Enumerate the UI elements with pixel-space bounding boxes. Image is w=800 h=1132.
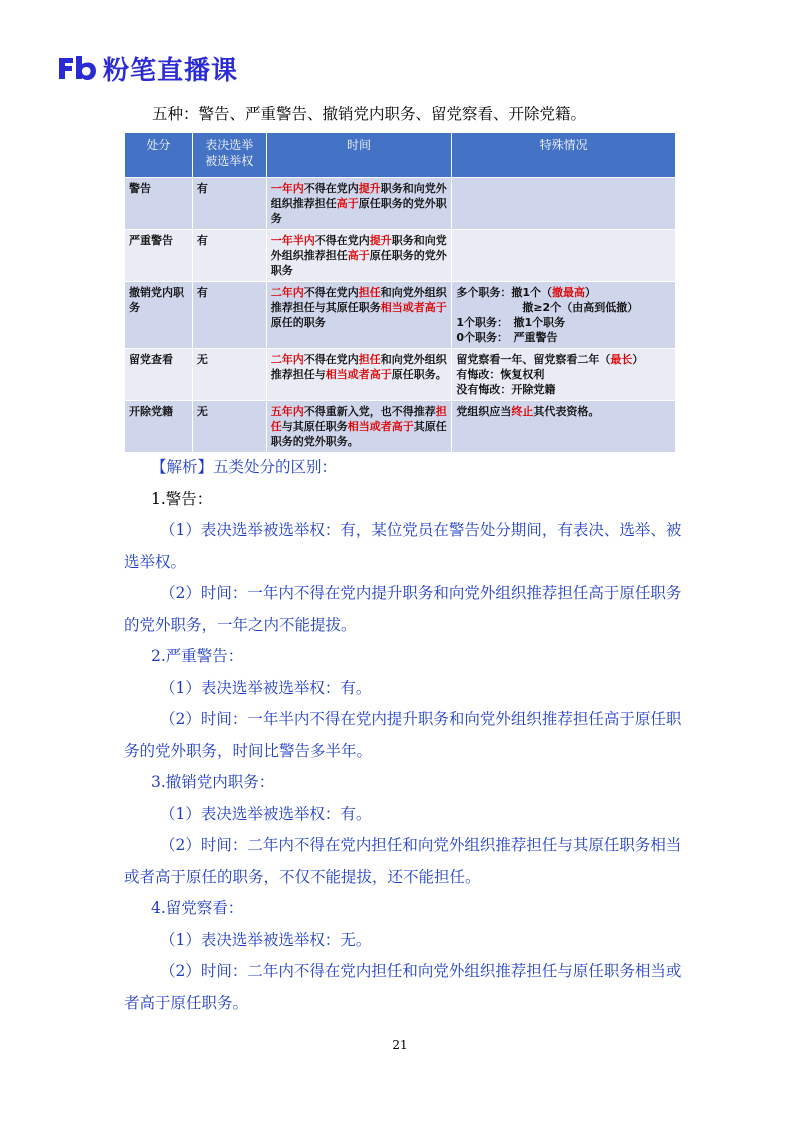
row-right: 有 (192, 230, 266, 282)
row-name: 警告 (125, 178, 193, 230)
analysis-line: （1）表决选举被选举权：有。 (160, 678, 372, 697)
row-name: 严重警告 (125, 230, 193, 282)
table-row (125, 230, 676, 282)
analysis-line: （2）时间：一年内不得在党内提升职务和向党外组织推荐担任高于原任职务的党外职务，一年之内不能提拔。 (124, 584, 682, 634)
row-right: 无 (192, 349, 266, 401)
table-header-row (125, 133, 676, 178)
row-special: 党组织应当终止其代表资格。 (452, 401, 676, 453)
row-time: 一年半内不得在党内提升职务和向党外组织推荐担任高于原任职务的党外职务 (266, 230, 452, 282)
row-special: 多个职务：撤1个（撤最高） 撤≥2个（由高到低撤） 1个职务： 撤1个职务 0个职务： 严重警告 (452, 282, 676, 349)
intro-text: 五种：警告、严重警告、撤销党内职务、留党察看、开除党籍。 (152, 105, 587, 123)
analysis-section (124, 452, 684, 1019)
header-voting-rights: 表决选举 被选举权 (192, 133, 266, 178)
analysis-line: （1）表决选举被选举权：有。 (160, 804, 372, 823)
row-right: 有 (192, 282, 266, 349)
row-right: 无 (192, 401, 266, 453)
header (57, 50, 238, 86)
table-row (125, 401, 676, 453)
row-time: 二年内不得在党内担任和向党外组织推荐担任与其原任职务相当或者高于原任的职务 (266, 282, 452, 349)
brand-title: 粉笔直播课 (103, 55, 239, 86)
analysis-line: （2）时间：二年内不得在党内担任和向党外组织推荐担任与其原任职务相当或者高于原任的职务，不仅不能提拔，还不能担任。 (124, 836, 682, 886)
row-time: 一年内不得在党内提升职务和向党外组织推荐担任高于原任职务的党外职务 (266, 178, 452, 230)
table-row (125, 282, 676, 349)
table-row (125, 349, 676, 401)
page-number: 21 (392, 1038, 408, 1052)
row-name: 留党查看 (125, 349, 193, 401)
row-name: 开除党籍 (125, 401, 193, 453)
analysis-line: （1）表决选举被选举权：有，某位党员在警告处分期间，有表决、选举、被选举权。 (124, 521, 682, 571)
analysis-line: （2）时间：一年半内不得在党内提升职务和向党外组织推荐担任高于原任职务的党外职务，时间比警告多半年。 (124, 710, 682, 760)
row-time: 二年内不得在党内担任和向党外组织推荐担任与相当或者高于原任职务。 (266, 349, 452, 401)
row-special (452, 230, 676, 282)
header-punishment: 处分 (125, 133, 193, 178)
punishment-table (124, 132, 676, 453)
analysis-heading: 2.严重警告： (151, 647, 244, 665)
header-time: 时间 (266, 133, 452, 178)
row-special (452, 178, 676, 230)
fb-logo-icon (57, 54, 97, 82)
analysis-title: 【解析】五类处分的区别： (151, 458, 338, 476)
analysis-heading: 4.留党察看： (151, 899, 244, 917)
analysis-line: （2）时间：二年内不得在党内担任和向党外组织推荐担任与原任职务相当或者高于原任职务。 (124, 962, 682, 1012)
analysis-heading: 1.警告： (151, 489, 213, 508)
row-time: 五年内不得重新入党，也不得推荐担任与其原任职务相当或者高于其原任职务的党外职务。 (266, 401, 452, 453)
row-special: 留党察看一年、留党察看二年（最长） 有悔改：恢复权利 没有悔改：开除党籍 (452, 349, 676, 401)
table-row (125, 178, 676, 230)
header-special: 特殊情况 (452, 133, 676, 178)
analysis-line: （1）表决选举被选举权：无。 (160, 930, 372, 949)
row-right: 有 (192, 178, 266, 230)
row-name: 撤销党内职务 (125, 282, 193, 349)
analysis-heading: 3.撤销党内职务： (151, 773, 275, 791)
